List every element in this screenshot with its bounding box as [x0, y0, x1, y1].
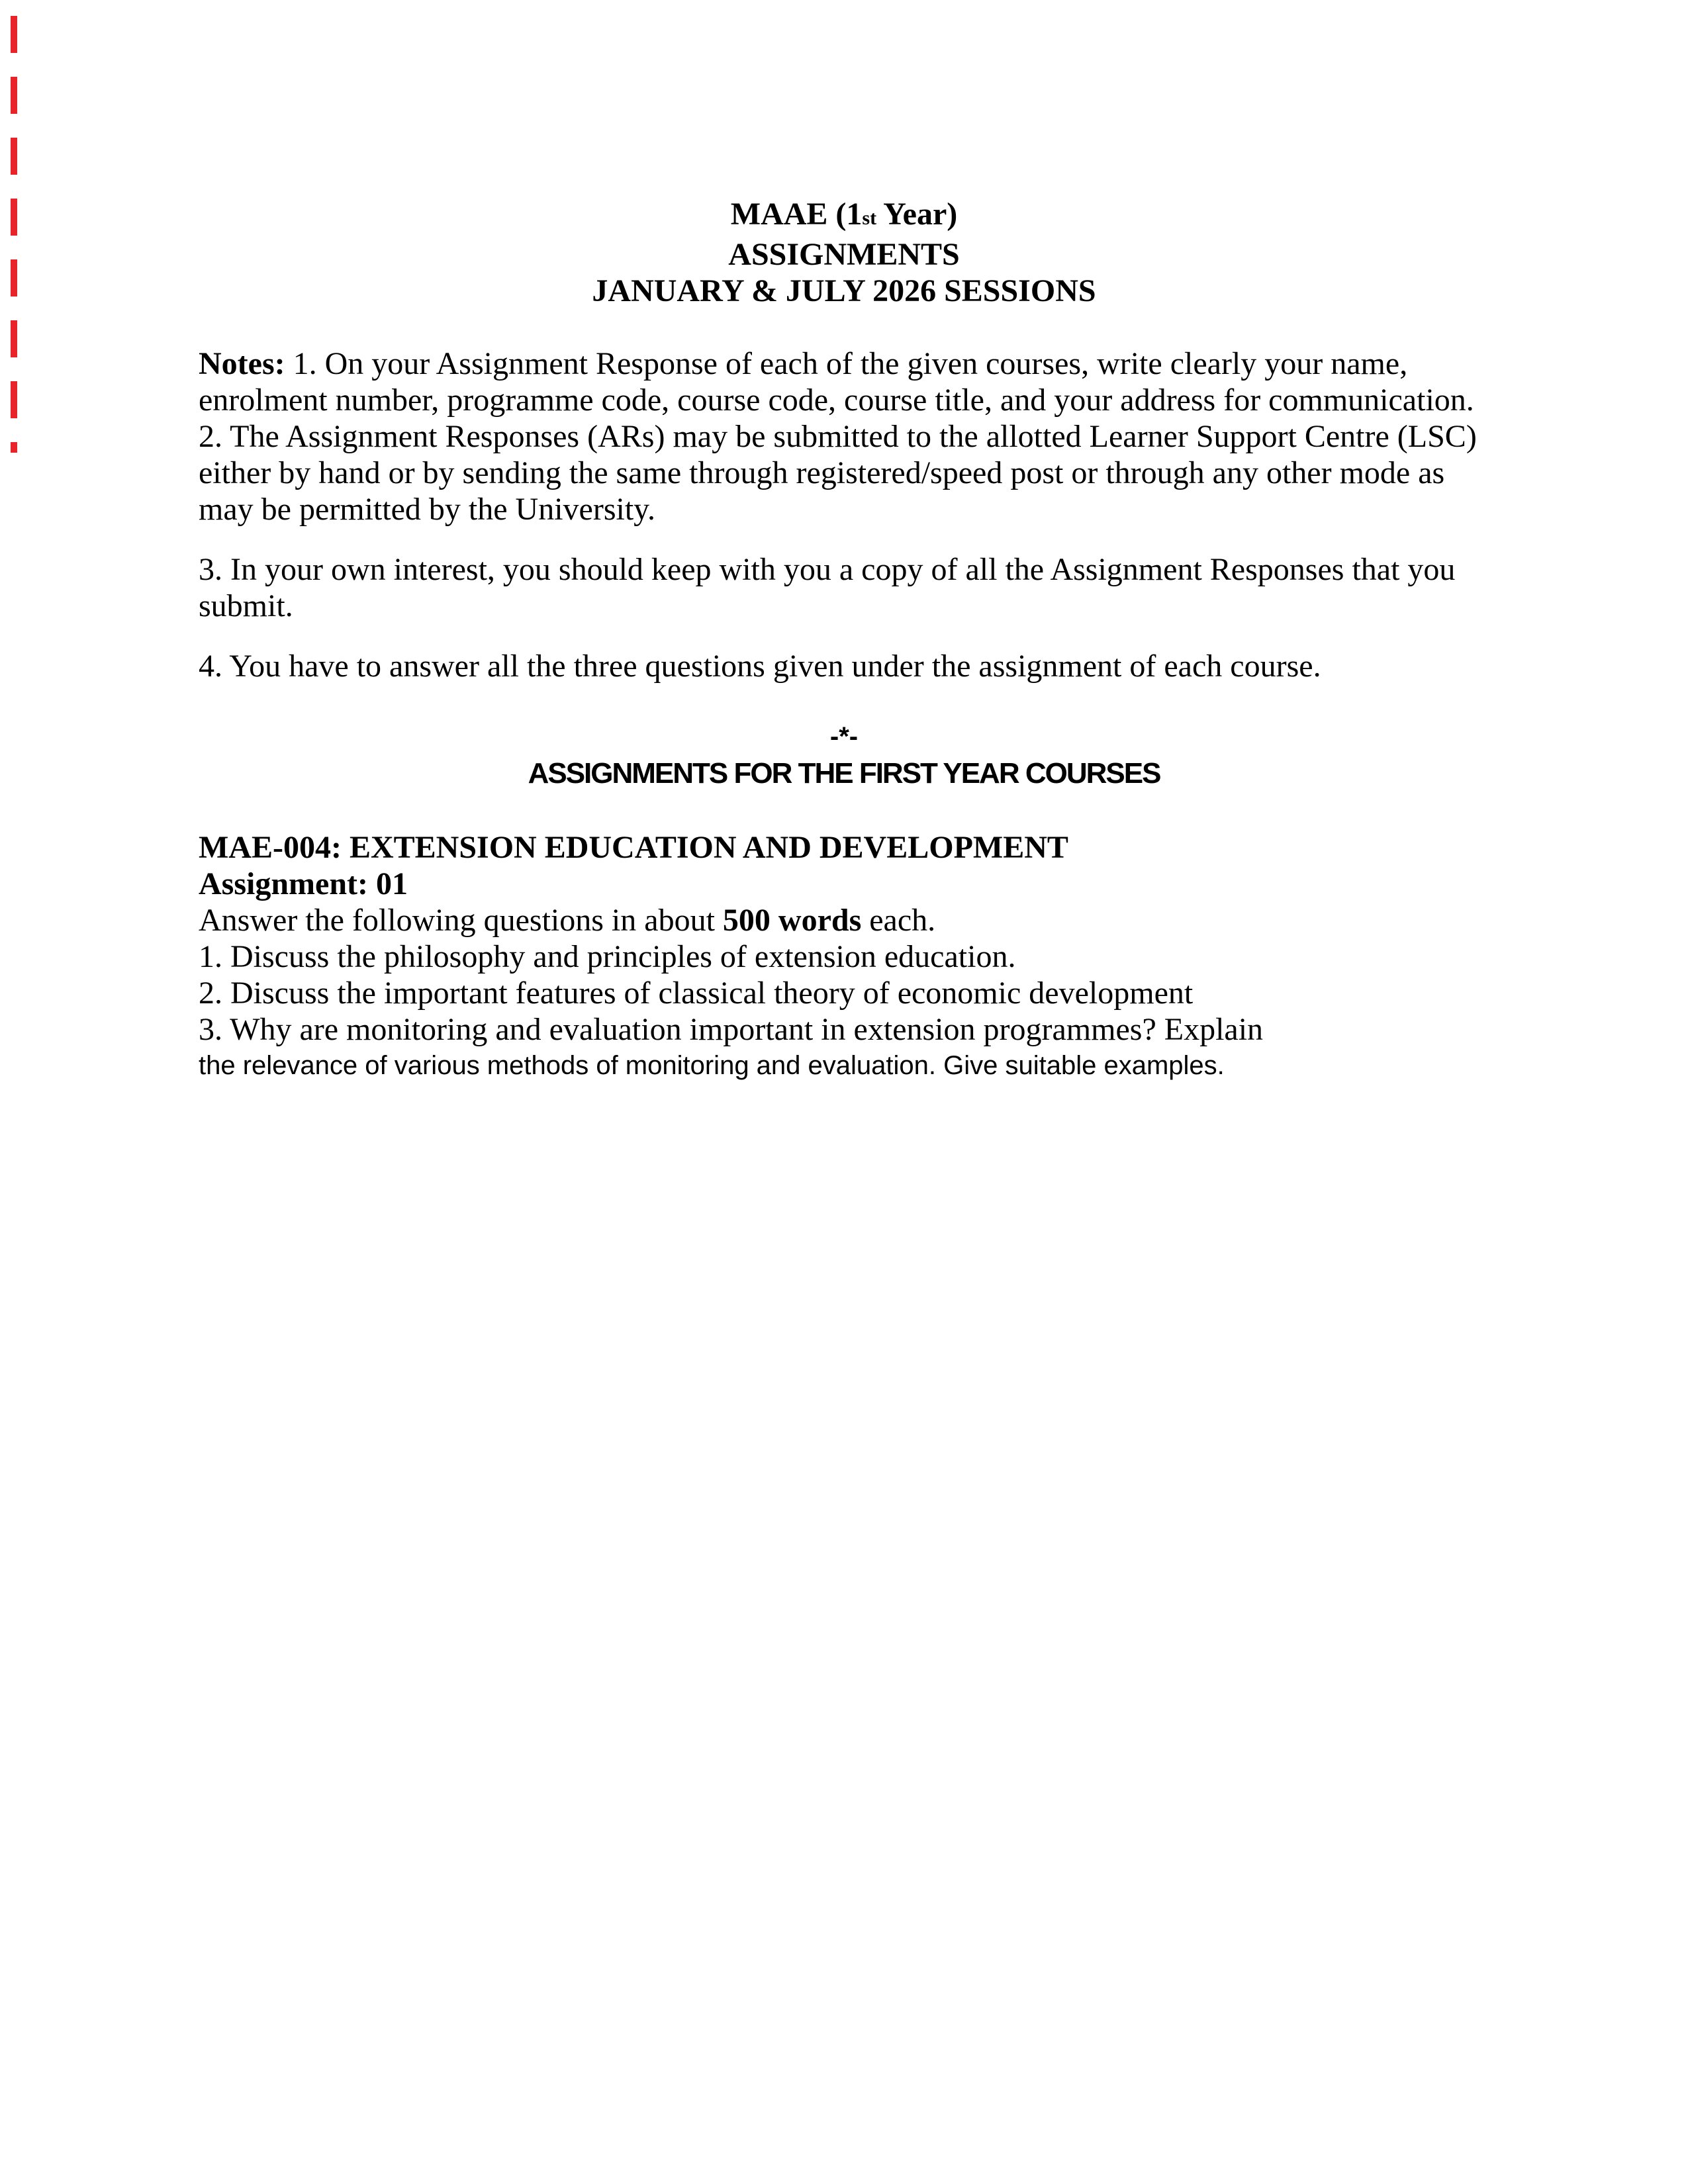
- title-line-2: ASSIGNMENTS: [728, 237, 960, 272]
- note-4-paragraph: [199, 648, 1529, 684]
- title-line-1-post: Year): [876, 197, 958, 232]
- question-3-line-2: the relevance of various methods of monitoring and evaluation. Give suitable examples.: [199, 1051, 1225, 1080]
- note-3-paragraph: [199, 551, 1529, 624]
- notes-line-1: [199, 345, 1529, 382]
- notes-line-1-rest: 1. On your Assignment Response of each of the given courses, write clearly your name,: [285, 346, 1408, 381]
- section-heading: [0, 757, 1688, 790]
- notes-line-4: either by hand or by sending the same through registered/speed post or through any other mode as: [199, 455, 1445, 490]
- separator-mark: -*-: [829, 722, 859, 751]
- section-heading-text: ASSIGNMENTS FOR THE FIRST YEAR COURSES: [528, 757, 1160, 790]
- title-line-3: JANUARY & JULY 2026 SESSIONS: [592, 273, 1096, 308]
- instruction-pre: Answer the following questions in about: [199, 903, 723, 938]
- note-3-line-1: 3. In your own interest, you should keep with you a copy of all the Assignment Responses that you: [199, 552, 1456, 587]
- note-3-line-2: submit.: [199, 588, 293, 623]
- instruction-word-count: 500 words: [722, 903, 862, 938]
- document-title-block: [0, 196, 1688, 309]
- notes-label: Notes:: [199, 346, 285, 381]
- notes-line-3: 2. The Assignment Responses (ARs) may be submitted to the allotted Learner Support Centre (LSC): [199, 419, 1477, 454]
- notes-line-5: may be permitted by the University.: [199, 492, 656, 527]
- title-line-1: [0, 196, 1688, 236]
- instruction-post: each.: [861, 903, 936, 938]
- title-ordinal: st: [862, 207, 877, 229]
- course-heading: MAE-004: EXTENSION EDUCATION AND DEVELOPMENT: [199, 830, 1068, 865]
- title-line-1-pre: MAAE (1: [730, 197, 863, 232]
- course-assignment-block: [199, 829, 1529, 1084]
- question-3-line-1: 3. Why are monitoring and evaluation important in extension programmes? Explain: [199, 1012, 1264, 1047]
- question-2: 2. Discuss the important features of classical theory of economic development: [199, 976, 1194, 1011]
- instruction-line: [199, 902, 1529, 938]
- question-1: 1. Discuss the philosophy and principles of extension education.: [199, 939, 1016, 974]
- note-4-line: 4. You have to answer all the three questions given under the assignment of each course.: [199, 649, 1321, 684]
- section-separator: [0, 721, 1688, 752]
- notes-line-2: enrolment number, programme code, course code, course title, and your address for communication.: [199, 383, 1474, 418]
- notes-paragraph: [199, 345, 1529, 527]
- assignment-number: Assignment: 01: [199, 866, 408, 901]
